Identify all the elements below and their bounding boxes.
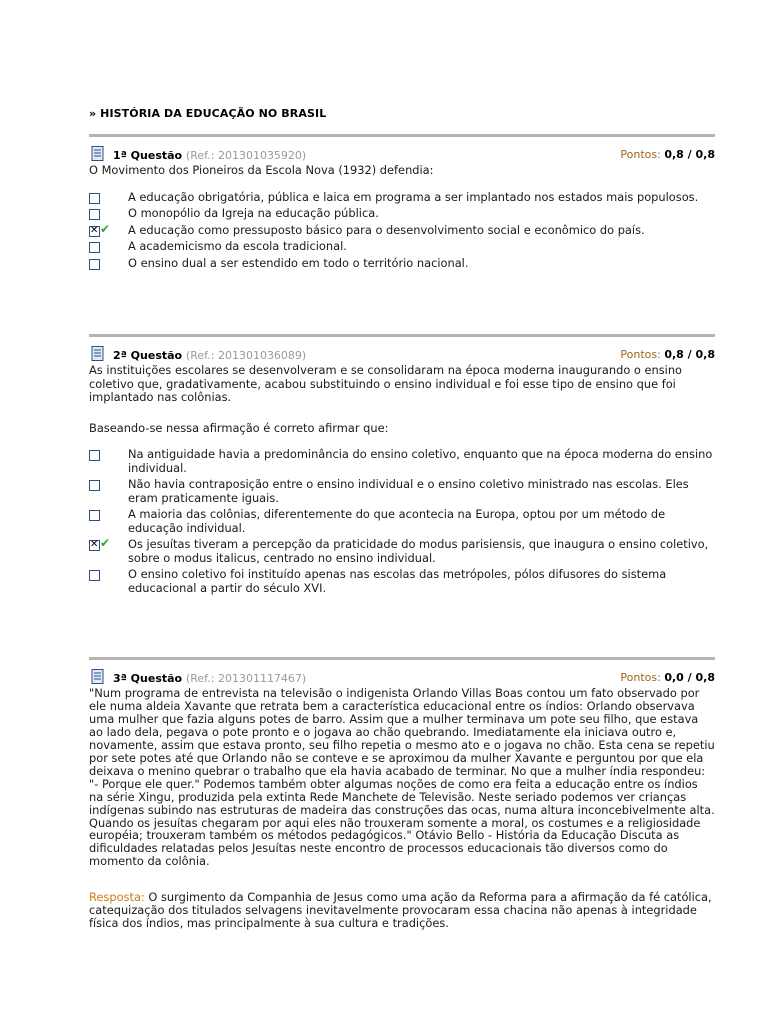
document-icon: [91, 146, 105, 164]
option-text: O monopólio da Igreja na educação pública.: [128, 206, 379, 221]
option-text: Na antiguidade havia a predominância do ensino coletivo, enquanto que na época moderna do ensino individual.: [128, 447, 713, 475]
option-text: A educação como pressuposto básico para o desenvolvimento social e econômico do país.: [128, 222, 645, 237]
answer-text: O surgimento da Companhia de Jesus como uma ação da Reforma para a afirmação da fé católica, catequização dos titulados selvagens inevitavelmente provocaram essa chacina não apenas à integridade física dos índios, mas principalmente à sua cultura e tradições.: [89, 890, 712, 931]
checkbox[interactable]: [89, 193, 100, 204]
checkbox[interactable]: [89, 510, 100, 521]
checkbox[interactable]: [89, 242, 100, 253]
question-1: [89, 134, 715, 273]
options-list: [89, 191, 715, 274]
question-score: Pontos: 0,8 / 0,8: [620, 348, 715, 361]
question-score: Pontos: 0,0 / 0,8: [620, 671, 715, 684]
question-statement: O Movimento dos Pioneiros da Escola Nova (1932) defendia:: [89, 163, 434, 177]
checkbox[interactable]: [89, 209, 100, 220]
option-d[interactable]: [89, 538, 715, 568]
question-ref: (Ref.: 201301117467): [185, 672, 307, 685]
document-icon: [91, 346, 105, 364]
option-text: A maioria das colônias, diferentemente do que acontecia na Europa, optou por um método de educação individual.: [128, 507, 666, 535]
question-ref: (Ref.: 201301036089): [185, 349, 307, 362]
options-list: [89, 448, 715, 598]
question-divider: [89, 657, 715, 660]
option-d[interactable]: [89, 240, 715, 257]
question-header: [89, 669, 715, 687]
option-e[interactable]: [89, 568, 715, 598]
checkbox[interactable]: [89, 570, 100, 581]
answer-label: Resposta:: [89, 890, 145, 905]
answer-block: [89, 891, 715, 930]
check-icon: ✔: [100, 536, 111, 551]
option-c[interactable]: [89, 221, 715, 241]
page-title: » HISTÓRIA DA EDUCAÇÃO NO BRASIL: [89, 107, 327, 120]
question-title: 3ª Questão (Ref.: 201301117467): [113, 672, 307, 685]
question-2: [89, 334, 715, 598]
question-divider: [89, 334, 715, 337]
question-statement: As instituições escolares se desenvolveram e se consolidaram na época moderna inaugurando o ensino coletivo que, gradativamente, acabou substituindo o ensino individual e foi esse tipo de ensino que foi implantado nas colônias.: [89, 363, 683, 405]
option-text: O ensino dual a ser estendido em todo o território nacional.: [128, 255, 469, 270]
option-a[interactable]: [89, 191, 715, 208]
question-ref: (Ref.: 201301035920): [185, 149, 307, 162]
question-header: [89, 346, 715, 364]
checkbox[interactable]: [89, 259, 100, 270]
option-text: O ensino coletivo foi instituído apenas nas escolas das metrópoles, pólos difusores do sistema educacional a partir do século XVI.: [128, 567, 667, 595]
option-text: Os jesuítas tiveram a percepção da praticidade do modus parisiensis, que inaugura o ensino coletivo, sobre o modus italicus, centrado no ensino individual.: [128, 537, 709, 565]
option-b[interactable]: [89, 207, 715, 224]
question-prompt: Baseando-se nessa afirmação é correto afirmar que:: [89, 420, 389, 435]
question-3: [89, 657, 715, 930]
option-text: A academicismo da escola tradicional.: [128, 239, 347, 254]
question-title: 1ª Questão (Ref.: 201301035920): [113, 149, 307, 162]
question-title: 2ª Questão (Ref.: 201301036089): [113, 349, 307, 362]
question-header: [89, 146, 715, 164]
check-icon: ✔: [100, 221, 111, 236]
question-statement: "Num programa de entrevista na televisão o indigenista Orlando Villas Boas contou um fato observado por ele numa aldeia Xavante que retrata bem a característica educacional entre os índios: Orlando observava uma mulher que fazia alguns potes de barro. Assim que a mulher terminava um pote seu filho, que estava ao lado dela, pegava o pote pronto e o jogava ao chão quebrando. Imediatamente ela iniciava outro e, novamente, assim que estava pronto, seu filho repetia o mesmo ato e o jogava no chão. Esta cena se repetiu por sete potes até que Orlando não se conteve e se aproximou da mulher Xavante e perguntou por que ela deixava o menino quebrar o trabalho que ela havia acabado de terminar. No que a mulher índia respondeu: "- Porque ele quer." Podemos também obter algumas noções de como era feita a educação entre os índios na série Xingu, produzida pela extinta Rede Manchete de Televisão. Neste seriado podemos ver crianças indígenas subindo nas estruturas de madeira das construções das ocas, numa altura inconcebivelmente alta. Quando os jesuítas chegaram por aqui eles não trouxeram somente a moral, os costumes e a religiosidade européia; trouxeram também os métodos pedagógicos." Otávio Bello - História da Educação Discuta as dificuldades relatadas pelos Jesuítas neste encontro de processos educacionais tão diversos como do momento da colônia.: [89, 686, 715, 869]
option-b[interactable]: [89, 478, 715, 508]
option-a[interactable]: [89, 448, 715, 478]
x-mark-icon[interactable]: [89, 226, 100, 237]
checkbox[interactable]: [89, 450, 100, 461]
option-text: Não havia contraposição entre o ensino individual e o ensino coletivo ministrado nas escolas. Eles eram praticamente iguais.: [128, 477, 689, 505]
option-e[interactable]: [89, 257, 715, 274]
question-divider: [89, 134, 715, 137]
document-icon: [91, 669, 105, 687]
x-mark-icon[interactable]: [89, 540, 100, 551]
option-text: A educação obrigatória, pública e laica em programa a ser implantado nos estados mais populosos.: [128, 189, 699, 204]
option-c[interactable]: [89, 508, 715, 538]
checkbox[interactable]: [89, 480, 100, 491]
question-score: Pontos: 0,8 / 0,8: [620, 148, 715, 161]
